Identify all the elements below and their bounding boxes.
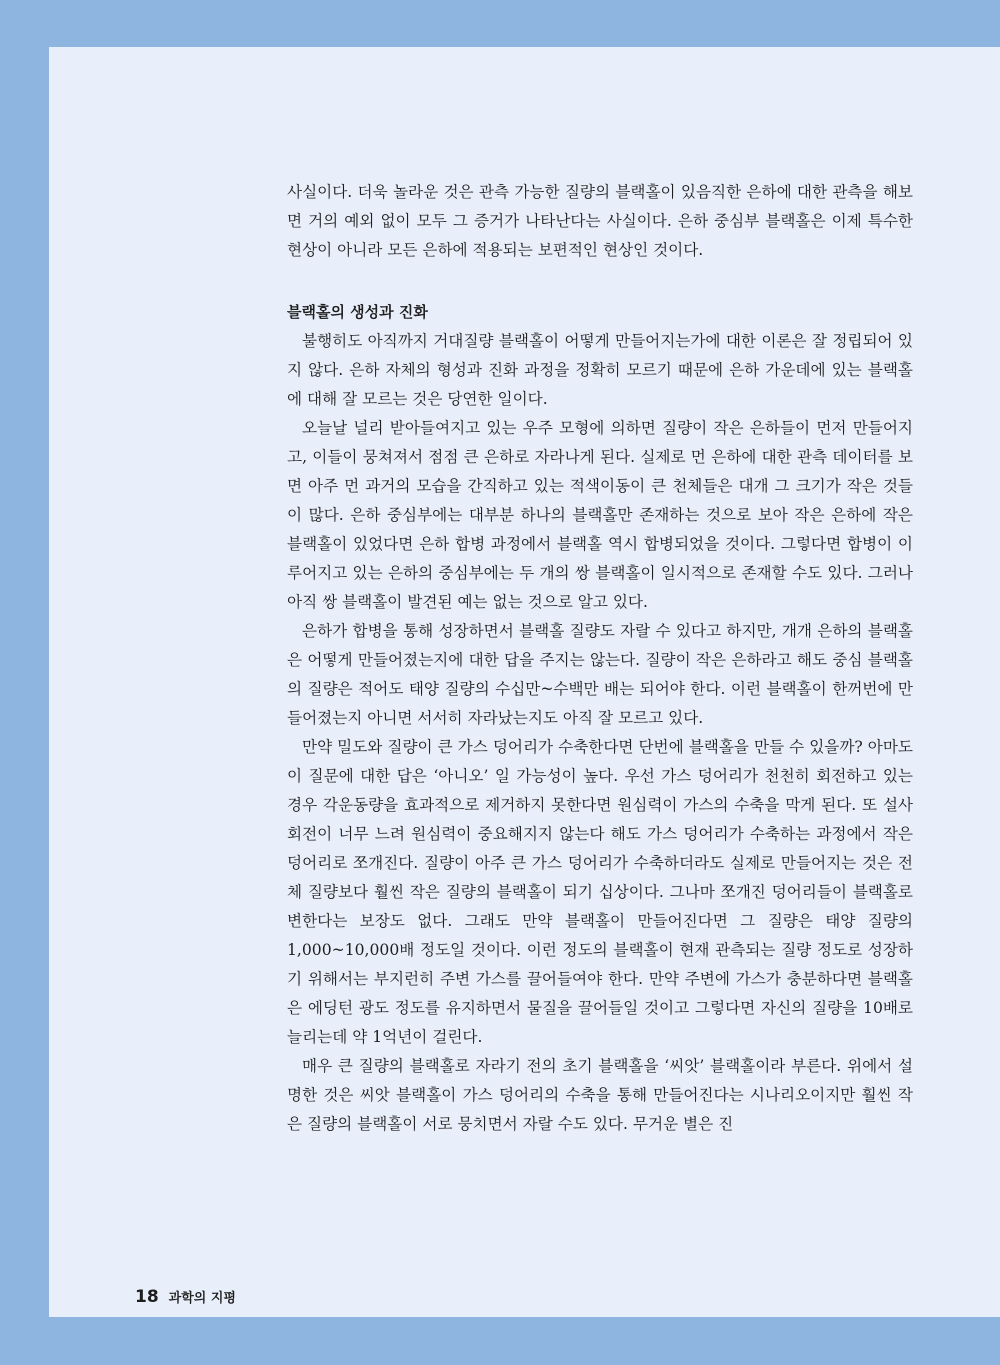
- body-paragraph: 오늘날 널리 받아들여지고 있는 우주 모형에 의하면 질량이 작은 은하들이 먼저 만들어지고, 이들이 뭉쳐져서 점점 큰 은하로 자라나게 된다. 실제로 먼 은하에 대한 관측 데이터를 보면 아주 먼 과거의 모습을 간직하고 있는 적색이동이 큰 천체들은 대개 그 크기가 작은 것들이 많다. 은하 중심부에는 대부분 하나의 블랙홀만 존재하는 것으로 보아 작은 은하에 작은 블랙홀이 있었다면 은하 합병 과정에서 블랙홀 역시 합병되었을 것이다. 그렇다면 합병이 이루어지고 있는 은하의 중심부에는 두 개의 쌍 블랙홀이 일시적으로 존재할 수도 있다. 그러나 아직 쌍 블랙홀이 발견된 예는 없는 것으로 알고 있다.: [287, 419, 913, 611]
- body-paragraph: 만약 밀도와 질량이 큰 가스 덩어리가 수축한다면 단번에 블랙홀을 만들 수 있을까? 아마도 이 질문에 대한 답은 ‘아니오’ 일 가능성이 높다. 우선 가스 덩어리가 천천히 회전하고 있는 경우 각운동량을 효과적으로 제거하지 못한다면 원심력이 가스의 수축을 막게 된다. 또 설사 회전이 너무 느려 원심력이 중요해지지 않는다 해도 가스 덩어리가 수축하는 과정에서 작은 덩어리로 쪼개진다. 질량이 아주 큰 가스 덩어리가 수축하더라도 실제로 만들어지는 것은 전체 질량보다 훨씬 작은 질량의 블랙홀이 되기 십상이다. 그나마 쪼개진 덩어리들이 블랙홀로 변한다는 보장도 없다. 그래도 만약 블랙홀이 만들어진다면 그 질량은 태양 질량의 1,000~10,000배 정도일 것이다. 이런 정도의 블랙홀이 현재 관측되는 질량 정도로 성장하기 위해서는 부지런히 주변 가스를 끌어들여야 한다. 만약 주변에 가스가 충분하다면 블랙홀은 에딩턴 광도 정도를 유지하면서 물질을 끌어들일 것이고 그렇다면 자신의 질량을 10배로 늘리는데 약 1억년이 걸린다.: [287, 738, 913, 1046]
- intro-paragraph: 사실이다. 더욱 놀라운 것은 관측 가능한 질량의 블랙홀이 있음직한 은하에 대한 관측을 해보면 거의 예외 없이 모두 그 증거가 나타난다는 사실이다. 은하 중심부 블랙홀은 이제 특수한 현상이 아니라 모든 은하에 적용되는 보편적인 현상인 것이다.: [287, 183, 913, 259]
- section-heading: 블랙홀의 생성과 진화: [287, 303, 428, 321]
- magazine-title: 과학의 지평: [168, 1291, 236, 1306]
- body-paragraph: 매우 큰 질량의 블랙홀로 자라기 전의 초기 블랙홀을 ‘씨앗’ 블랙홀이라 부른다. 위에서 설명한 것은 씨앗 블랙홀이 가스 덩어리의 수축을 통해 만들어진다는 시나리오이지만 훨씬 작은 질량의 블랙홀이 서로 뭉치면서 자랄 수도 있다. 무거운 별은 진: [287, 1057, 913, 1133]
- body-paragraph: 불행히도 아직까지 거대질량 블랙홀이 어떻게 만들어지는가에 대한 이론은 잘 정립되어 있지 않다. 은하 자체의 형성과 진화 과정을 정확히 모르기 때문에 은하 가운데에 있는 블랙홀에 대해 잘 모르는 것은 당연한 일이다.: [287, 332, 913, 408]
- body-paragraph: 은하가 합병을 통해 성장하면서 블랙홀 질량도 자랄 수 있다고 하지만, 개개 은하의 블랙홀은 어떻게 만들어졌는지에 대한 답을 주지는 않는다. 질량이 작은 은하라고 해도 중심 블랙홀의 질량은 적어도 태양 질량의 수십만~수백만 배는 되어야 한다. 이런 블랙홀이 한꺼번에 만들어졌는지 아니면 서서히 자라났는지도 아직 잘 모르고 있다.: [287, 622, 913, 727]
- page-sheet: [49, 47, 1000, 1317]
- page-number: 18: [135, 1287, 159, 1307]
- page-footer: [135, 1287, 236, 1307]
- article-body: [287, 178, 913, 1139]
